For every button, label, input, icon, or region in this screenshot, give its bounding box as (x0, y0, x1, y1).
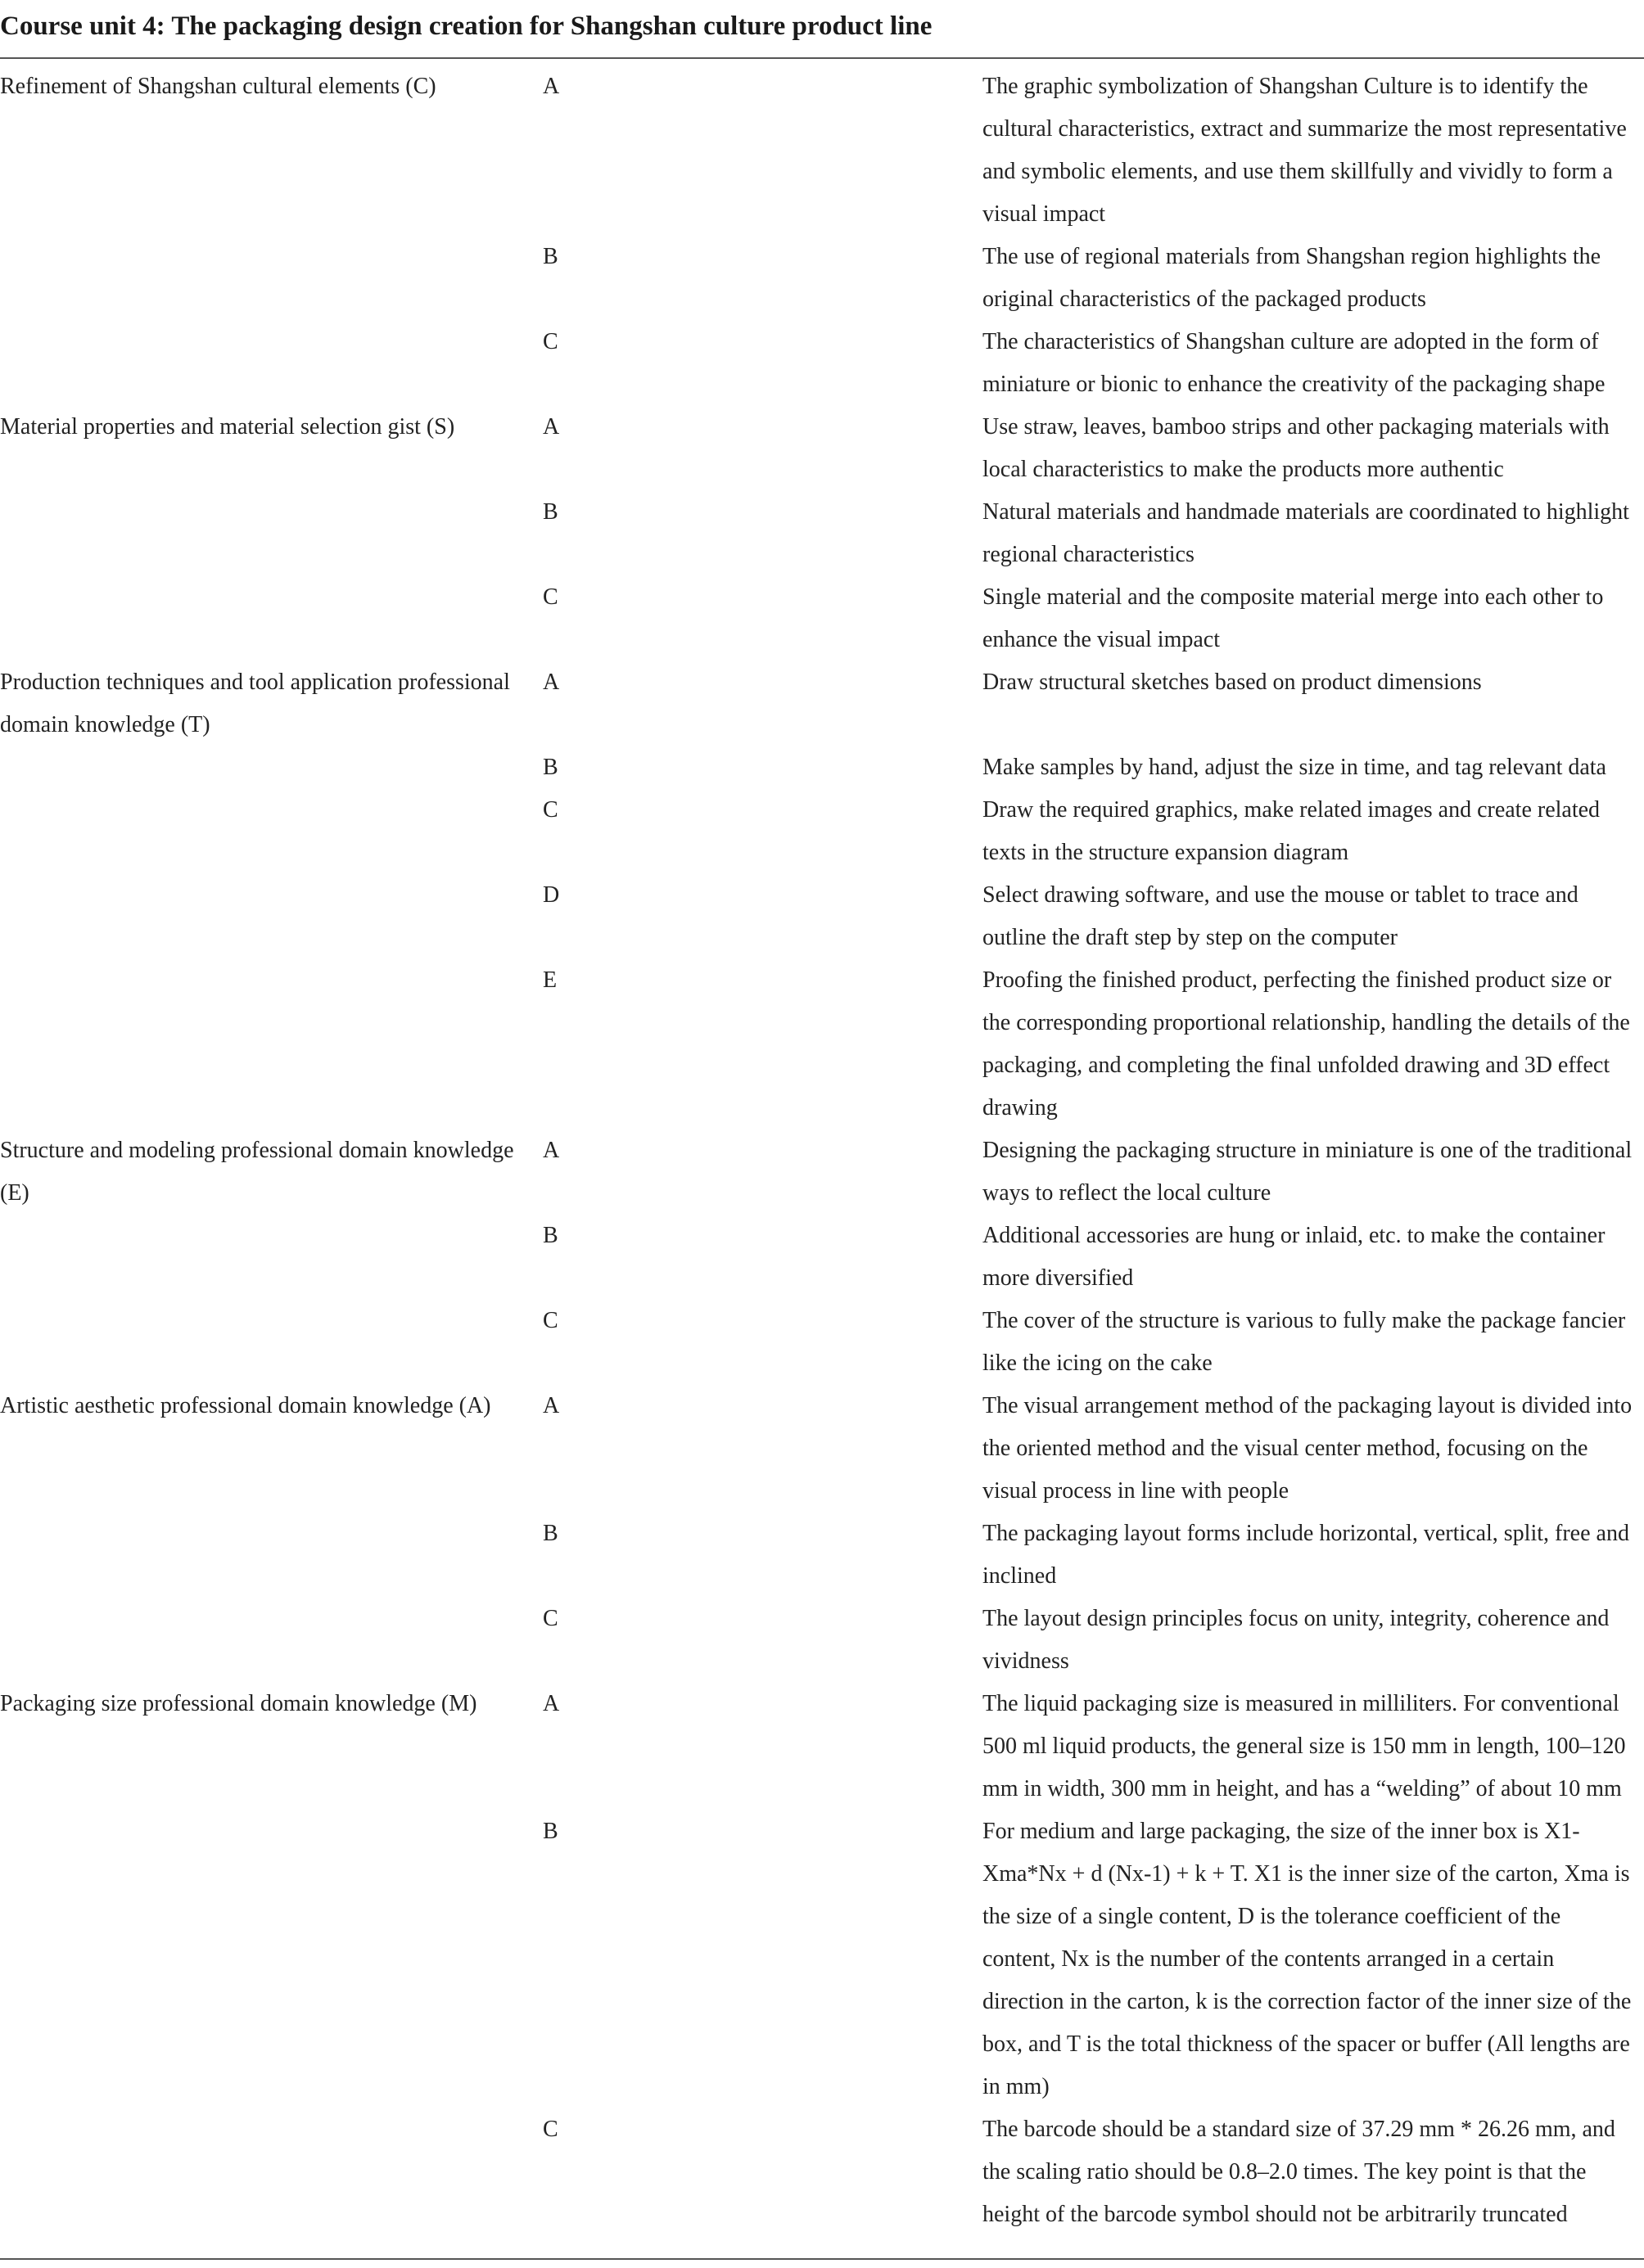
code-cell: A (543, 1138, 560, 1163)
description-cell: Natural materials and handmade materials are coordinated to highlight regional characteristics (982, 499, 1629, 567)
description-cell: The packaging layout forms include horizontal, vertical, split, free and inclined (982, 1521, 1629, 1589)
code-cell: B (543, 1223, 558, 1248)
table-group (0, 1129, 1644, 1385)
table-row (0, 1598, 1644, 1683)
table-row (0, 874, 1644, 959)
table-row (0, 1300, 1644, 1385)
code-cell: C (543, 1308, 558, 1333)
table-row (0, 406, 1644, 491)
description-cell: Single material and the composite material merge into each other to enhance the visual impact (982, 584, 1604, 652)
table-row (0, 236, 1644, 321)
code-cell: B (543, 244, 558, 269)
code-cell: A (543, 414, 560, 440)
description-cell: Draw the required graphics, make related images and create related texts in the structure expansion diagram (982, 797, 1601, 865)
category-cell: Structure and modeling professional domain knowledge (E) (0, 1138, 514, 1206)
top-rule (0, 57, 1644, 59)
course-unit-table (0, 65, 1644, 2236)
description-cell: The barcode should be a standard size of 37.29 mm * 26.26 mm, and the scaling ratio should be 0.8–2.0 times. The key point is that the height of the barcode symbol should not be arbitrarily truncated (982, 2117, 1615, 2227)
description-cell: Proofing the finished product, perfecting the finished product size or the corresponding proportional relationship, handling the details of the packaging, and completing the final unfolded drawing and 3D effect drawing (982, 967, 1630, 1120)
category-cell: Packaging size professional domain knowledge (M) (0, 1691, 477, 1716)
description-cell: Make samples by hand, adjust the size in time, and tag relevant data (982, 755, 1606, 780)
description-cell: The layout design principles focus on unity, integrity, coherence and vividness (982, 1606, 1610, 1674)
code-cell: A (543, 74, 560, 99)
description-cell: The visual arrangement method of the packaging layout is divided into the oriented method and the visual center method, focusing on the visual process in line with people (982, 1393, 1633, 1504)
description-cell: The use of regional materials from Shangshan region highlights the original characteristics of the packaged products (982, 244, 1601, 312)
code-cell: A (543, 1691, 560, 1716)
table-row (0, 491, 1644, 576)
description-cell: Select drawing software, and use the mouse or tablet to trace and outline the draft step by step on the computer (982, 882, 1579, 950)
table-row (0, 1810, 1644, 2108)
code-cell: D (543, 882, 560, 908)
code-cell: B (543, 1819, 558, 1844)
table-row (0, 2108, 1644, 2236)
code-cell: A (543, 670, 560, 695)
description-cell: Additional accessories are hung or inlaid, etc. to make the container more diversified (982, 1223, 1606, 1291)
table-group (0, 1683, 1644, 2236)
code-cell: B (543, 1521, 558, 1546)
table-row (0, 661, 1644, 746)
code-cell: C (543, 797, 558, 823)
table-row (0, 959, 1644, 1129)
table-row (0, 789, 1644, 874)
table-row (0, 1513, 1644, 1598)
description-cell: The liquid packaging size is measured in milliliters. For conventional 500 ml liquid products, the general size is 150 mm in length, 100–120 mm in width, 300 mm in height, and has a “welding” of about 10 mm (982, 1691, 1626, 1801)
description-cell: For medium and large packaging, the size of the inner box is X1-Xma*Nx + d (Nx-1) + k + T. X1 is the inner size of the carton, Xma is the size of a single content, D is the tolerance coefficient of the content, Nx is the number of the contents arranged in a certain direction in the carton, k is the correction factor of the inner size of the box, and T is the total thickness of the spacer or buffer (All lengths are in mm) (982, 1819, 1632, 2099)
description-cell: The characteristics of Shangshan culture are adopted in the form of miniature or bionic to enhance the creativity of the packaging shape (982, 329, 1606, 397)
category-cell: Production techniques and tool application professional domain knowledge (T) (0, 670, 510, 737)
category-cell: Refinement of Shangshan cultural elements (C) (0, 74, 436, 99)
code-cell: E (543, 967, 558, 993)
code-cell: C (543, 2117, 558, 2142)
table-row (0, 746, 1644, 789)
table-row (0, 1215, 1644, 1300)
table-group (0, 65, 1644, 406)
code-cell: B (543, 755, 558, 780)
table-group (0, 1385, 1644, 1683)
code-cell: C (543, 1606, 558, 1631)
table-row (0, 65, 1644, 236)
table-title: Course unit 4: The packaging design creation for Shangshan culture product line (0, 11, 933, 41)
description-cell: Draw structural sketches based on product dimensions (982, 670, 1482, 695)
table-group (0, 661, 1644, 1129)
table-row (0, 321, 1644, 406)
table-row (0, 1683, 1644, 1810)
code-cell: A (543, 1393, 560, 1418)
category-cell: Material properties and material selection gist (S) (0, 414, 455, 440)
description-cell: The cover of the structure is various to fully make the package fancier like the icing on the cake (982, 1308, 1626, 1376)
description-cell: Use straw, leaves, bamboo strips and other packaging materials with local characteristics to make the products more authentic (982, 414, 1610, 482)
table-row (0, 1385, 1644, 1513)
bottom-rule (0, 2258, 1644, 2260)
code-cell: B (543, 499, 558, 525)
table-row (0, 576, 1644, 661)
description-cell: The graphic symbolization of Shangshan Culture is to identify the cultural characteristics, extract and summarize the most representative and symbolic elements, and use them skillfully and vividly to form a visual impact (982, 74, 1627, 227)
table-row (0, 1129, 1644, 1215)
code-cell: C (543, 329, 558, 354)
category-cell: Artistic aesthetic professional domain knowledge (A) (0, 1393, 491, 1418)
table-group (0, 406, 1644, 661)
description-cell: Designing the packaging structure in miniature is one of the traditional ways to reflect the local culture (982, 1138, 1633, 1206)
code-cell: C (543, 584, 558, 610)
